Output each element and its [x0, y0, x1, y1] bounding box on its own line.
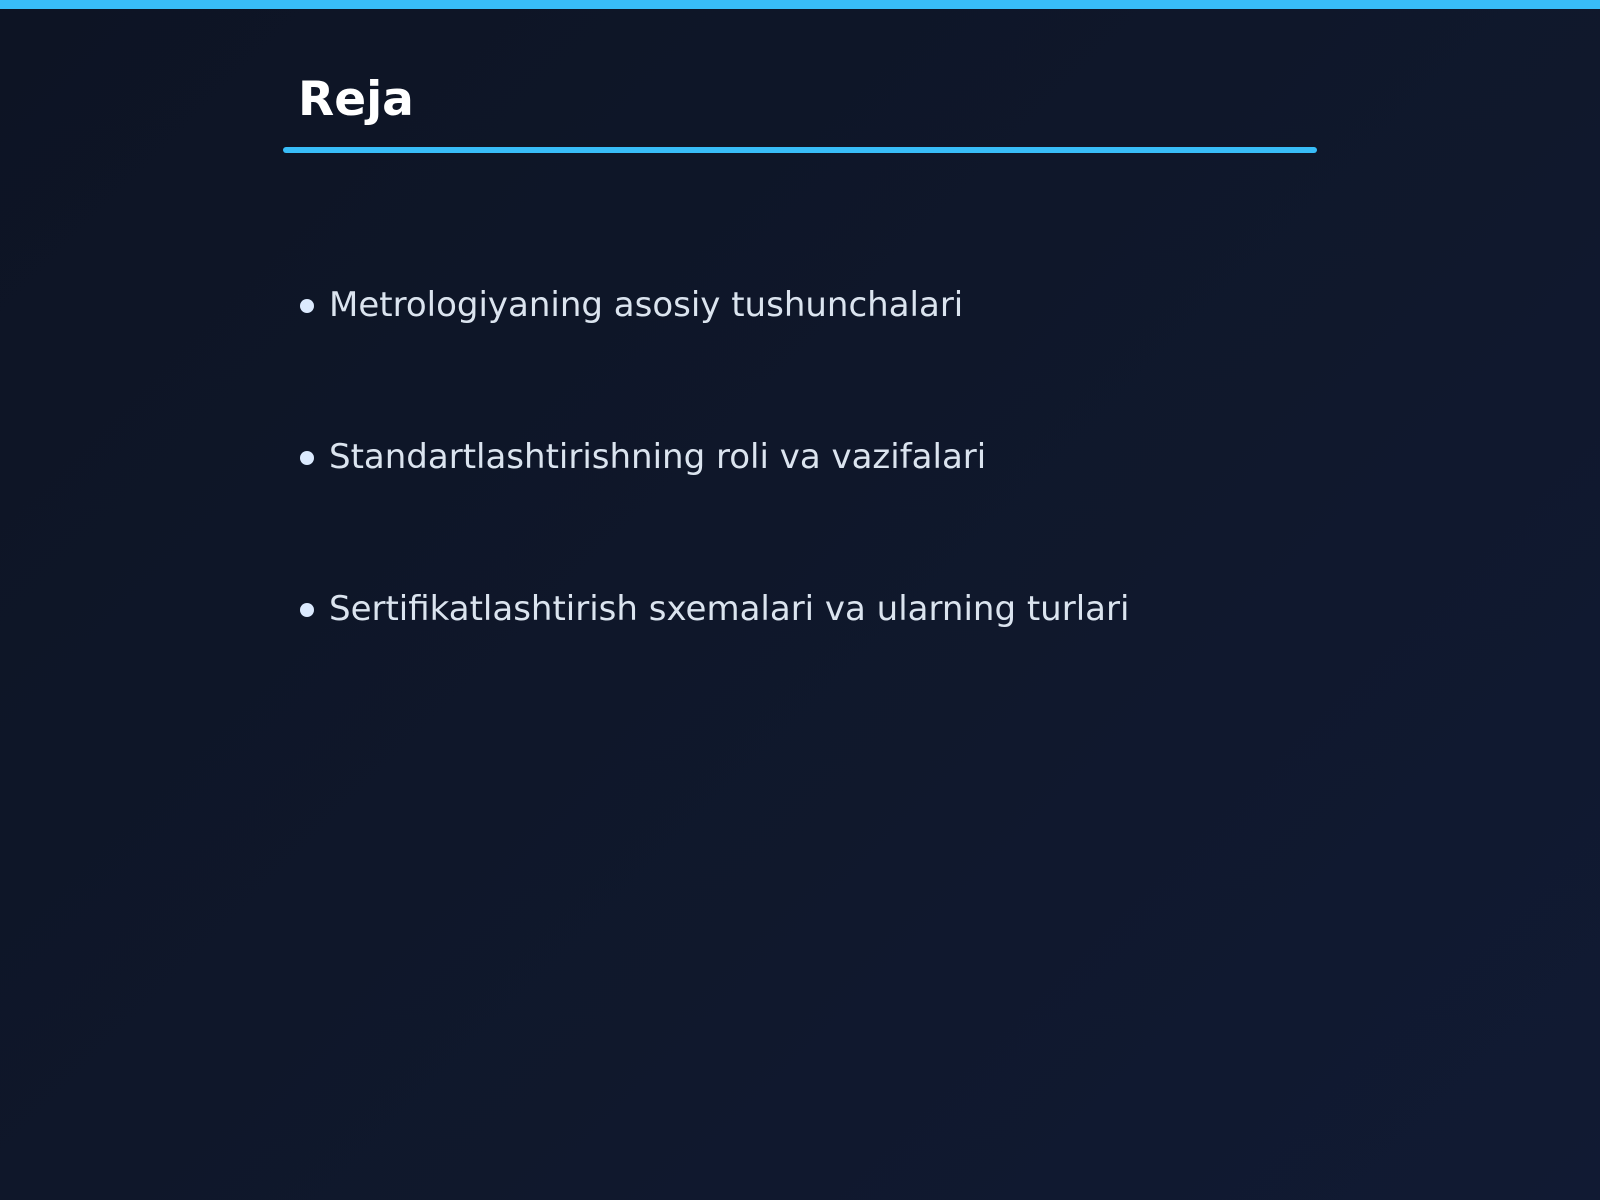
list-item	[300, 427, 986, 487]
bullet-icon	[300, 299, 314, 313]
list-item-label: Sertifikatlashtirish sxemalari va ularning turlari	[329, 589, 1130, 629]
slide-title: Reja	[298, 72, 414, 127]
list-item	[300, 275, 963, 335]
list-item-label: Metrologiyaning asosiy tushunchalari	[329, 285, 964, 325]
bullet-icon	[300, 603, 314, 617]
list-item	[300, 579, 1129, 639]
list-item-label: Standartlashtirishning roli va vazifalari	[329, 437, 987, 477]
top-accent-bar	[0, 0, 1600, 9]
bullet-icon	[300, 451, 314, 465]
title-underline	[283, 147, 1317, 153]
